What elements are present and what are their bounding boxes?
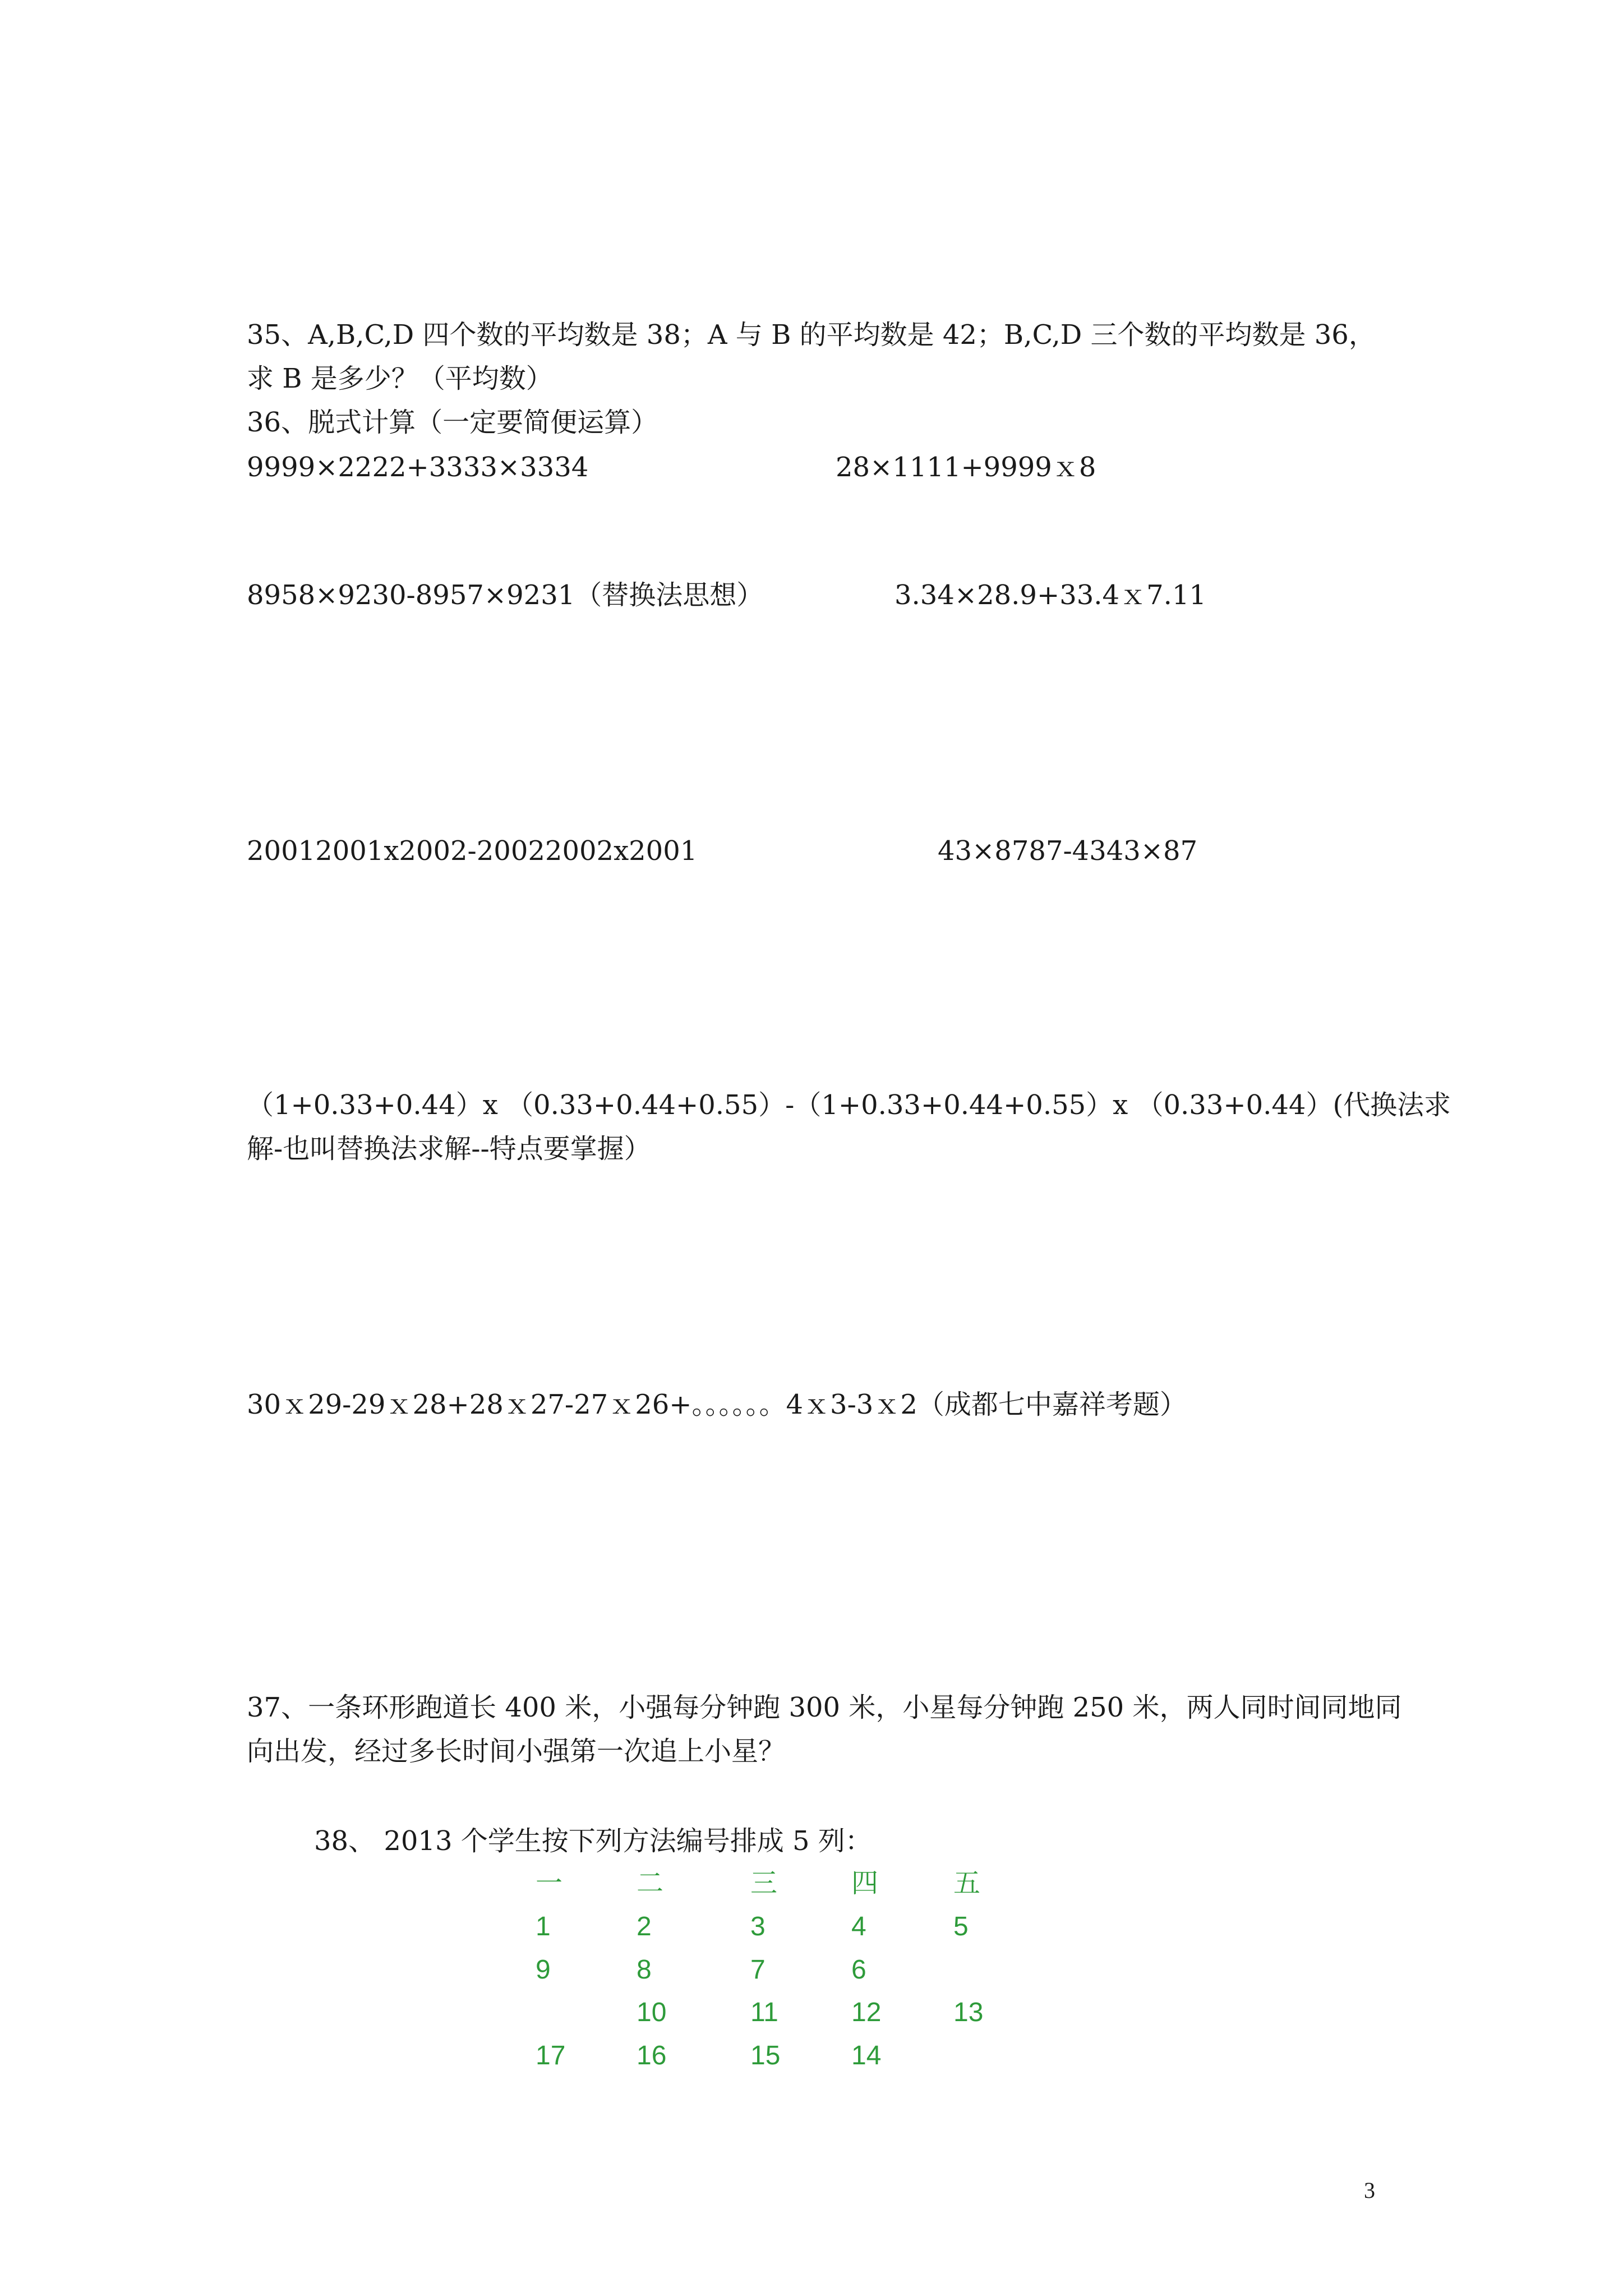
q35-line-2: 求 B 是多少？（平均数） [247, 363, 553, 394]
table-cell: 1 [536, 1912, 551, 1941]
table-cell: 11 [750, 1998, 778, 2027]
q38-title: 38、 2013 个学生按下列方法编号排成 5 列： [314, 1825, 872, 1857]
q36-expr-2: 28×1111+9999ｘ8 [836, 452, 1096, 483]
page-number: 3 [1364, 2178, 1375, 2203]
q36-title: 36、脱式计算（一定要简便运算） [247, 407, 658, 438]
table-cell: 17 [536, 2041, 566, 2070]
column-header: 三 [750, 1869, 778, 1898]
q36-expr-1: 9999×2222+3333×3334 [247, 452, 589, 483]
table-cell: 4 [851, 1912, 866, 1941]
table-cell: 2 [637, 1912, 652, 1941]
table-cell: 14 [851, 2041, 882, 2070]
column-header: 四 [851, 1869, 879, 1898]
q36-expr-5: 20012001x2002-20022002x2001 [247, 835, 698, 867]
q36-expr-7-line-2: 解-也叫替换法求解--特点要掌握） [247, 1133, 651, 1165]
q37-line-1: 37、一条环形跑道长 400 米，小强每分钟跑 300 米，小星每分钟跑 250 米，两人同时间同地同 [247, 1692, 1402, 1723]
column-header: 二 [637, 1869, 664, 1898]
table-cell: 7 [750, 1955, 766, 1985]
q37-line-2: 向出发，经过多长时间小强第一次追上小星？ [247, 1736, 786, 1767]
table-cell: 8 [637, 1955, 652, 1985]
q36-expr-4: 3.34×28.9+33.4ｘ7.11 [895, 579, 1206, 611]
table-cell: 6 [851, 1955, 866, 1985]
q35-line-1: 35、A,B,C,D 四个数的平均数是 38；A 与 B 的平均数是 42；B,C,D 三个数的平均数是 36， [247, 319, 1376, 351]
table-cell: 16 [637, 2041, 667, 2070]
table-cell: 12 [851, 1998, 882, 2027]
q36-expr-3: 8958×9230-8957×9231（替换法思想） [247, 579, 764, 611]
table-cell: 3 [750, 1912, 766, 1941]
table-cell: 5 [953, 1912, 969, 1941]
table-cell: 15 [750, 2041, 781, 2070]
column-header: 五 [953, 1869, 981, 1898]
q36-expr-6: 43×8787-4343×87 [938, 835, 1198, 867]
table-cell: 9 [536, 1955, 551, 1985]
q36-expr-8: 30ｘ29-29ｘ28+28ｘ27-27ｘ26+。。。。。。4ｘ3-3ｘ2（成都七中嘉祥考题） [247, 1389, 1187, 1420]
table-cell: 10 [637, 1998, 667, 2027]
q36-expr-7-line-1: （1+0.33+0.44）x （0.33+0.44+0.55）-（1+0.33+0.44+0.55）x （0.33+0.44）(代换法求 [247, 1089, 1451, 1121]
column-header: 一 [536, 1869, 563, 1898]
table-cell: 13 [953, 1998, 984, 2027]
